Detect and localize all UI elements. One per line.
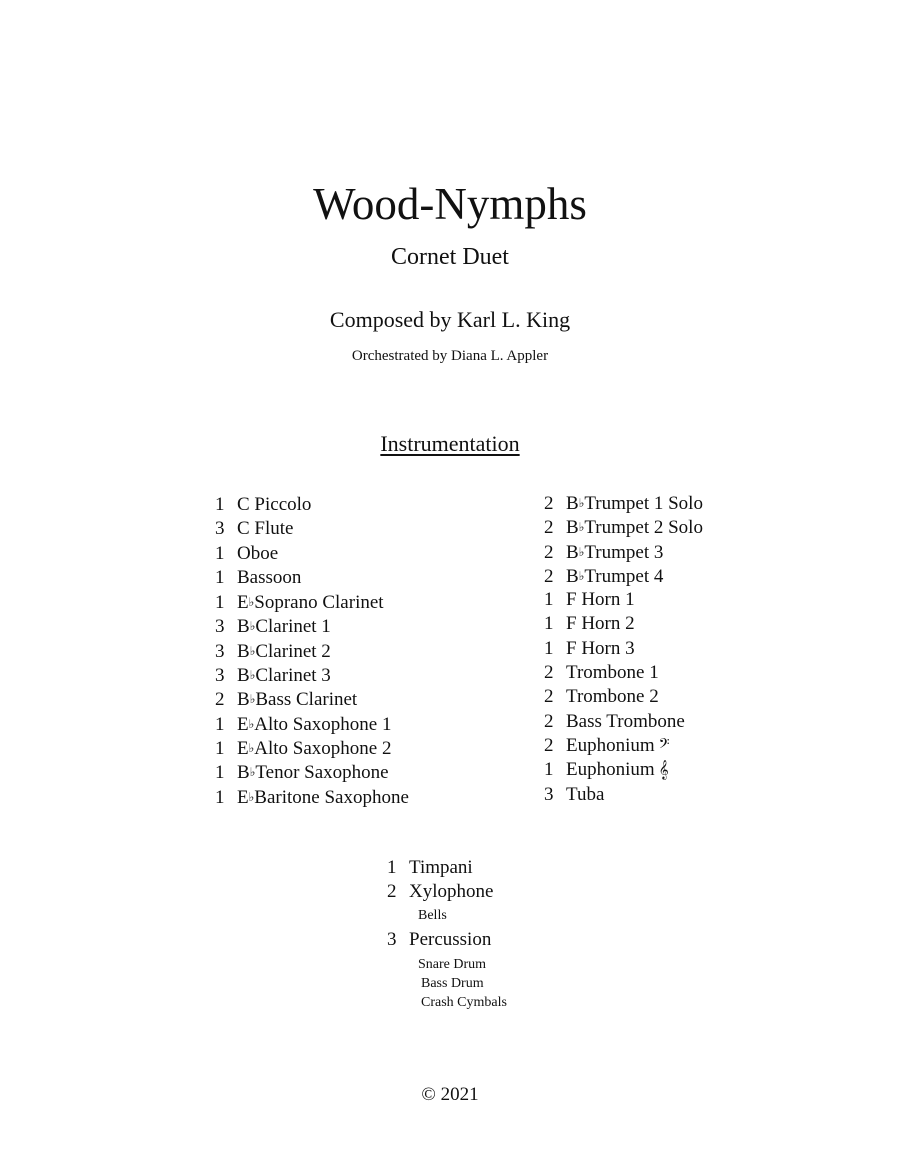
instrument-quantity: 3 [215, 616, 225, 638]
sub-instrument-bells: Bells [418, 908, 447, 923]
sub-instrument-snare-drum: Snare Drum [418, 957, 487, 972]
instrument-name: Bass Trombone [566, 710, 685, 732]
instrument-quantity: 3 [215, 640, 225, 662]
instrument-name: Bassoon [237, 566, 302, 588]
instrument-name: Timpani [409, 857, 473, 878]
score-title: Wood-Nymphs [313, 179, 587, 229]
instrument-row [215, 517, 409, 541]
instrument-row [215, 760, 409, 784]
instrument-row [215, 590, 409, 614]
instrument-row [544, 734, 703, 758]
instrument-list-right [544, 491, 703, 807]
instrument-row [215, 614, 409, 638]
instrument-key: B [566, 493, 579, 514]
instrument-name: F Horn 1 [566, 589, 635, 611]
instrument-name: Trumpet 2 Solo [584, 517, 703, 539]
instrument-row [544, 758, 703, 782]
instrument-key: E [237, 737, 249, 759]
sub-instrument-bass-drum: Bass Drum [421, 976, 484, 991]
instrument-row [544, 637, 703, 661]
instrument-name: Trumpet 4 [584, 565, 664, 587]
instrument-name: F Horn 3 [566, 637, 635, 659]
instrument-row [544, 515, 703, 539]
instrument-quantity: 1 [215, 494, 225, 515]
instrument-key: E [237, 713, 249, 735]
instrument-quantity: 2 [544, 662, 554, 684]
instrument-quantity: 1 [215, 592, 225, 614]
instrument-quantity: 2 [544, 686, 554, 708]
instrument-quantity: 2 [387, 881, 397, 902]
instrument-key: E [237, 592, 249, 614]
instrument-key: B [566, 565, 579, 587]
flat-icon: ♭ [249, 668, 256, 683]
instrument-row [544, 783, 703, 807]
instrument-name: Clarinet 1 [255, 616, 331, 638]
instrument-name: Trumpet 1 Solo [584, 493, 703, 514]
flat-icon: ♭ [249, 765, 256, 780]
instrument-name: Tuba [566, 783, 605, 805]
instrument-name: Xylophone [409, 881, 494, 902]
instrument-row [544, 685, 703, 709]
instrument-name: Oboe [237, 542, 279, 564]
instrument-key: B [237, 616, 250, 638]
instrument-name: C Piccolo [237, 494, 312, 515]
instrument-row [215, 663, 409, 687]
instrumentation-heading [0, 430, 900, 458]
instrument-key: B [566, 517, 579, 539]
instrument-quantity: 1 [544, 613, 554, 635]
instrument-row [544, 710, 703, 734]
instrument-row-xylophone [387, 880, 507, 904]
instrument-quantity: 1 [215, 762, 225, 784]
instrument-row [215, 736, 409, 760]
instrument-name: Soprano Clarinet [254, 592, 384, 614]
instrument-row [215, 566, 409, 590]
instrument-name: Clarinet 3 [255, 665, 331, 687]
flat-icon: ♭ [249, 619, 256, 634]
flat-icon: ♭ [578, 520, 585, 535]
instrument-key: B [237, 665, 250, 687]
instrument-name: Baritone Saxophone [254, 786, 409, 808]
instrument-quantity: 2 [544, 493, 554, 514]
instrument-name: Trombone 1 [566, 662, 659, 684]
instrument-name: Bass Clarinet [255, 689, 358, 711]
instrument-row [215, 712, 409, 736]
percussion-section [387, 856, 507, 1012]
flat-icon: ♭ [248, 595, 255, 610]
instrument-row [215, 493, 409, 517]
instrument-row [544, 540, 703, 564]
composer-credit: Composed by Karl L. King [329, 307, 571, 332]
instrument-row [544, 491, 703, 515]
instrument-quantity: 2 [544, 565, 554, 587]
instrument-key: B [237, 689, 250, 711]
instrument-quantity: 1 [387, 857, 397, 878]
instrument-row [215, 542, 409, 566]
instrument-name: Clarinet 2 [255, 640, 331, 662]
instrument-row [215, 639, 409, 663]
flat-icon: ♭ [578, 496, 585, 510]
arranger-credit: Orchestrated by Diana L. Appler [351, 348, 549, 364]
instrument-quantity: 1 [544, 759, 554, 781]
sub-instrument-crash-cymbals: Crash Cymbals [421, 995, 507, 1010]
instrument-quantity: 1 [215, 566, 225, 588]
instrument-name: Trombone 2 [566, 686, 659, 708]
instrument-row [544, 588, 703, 612]
flat-icon: ♭ [248, 740, 255, 755]
instrument-row [215, 687, 409, 711]
instrument-name: Tenor Saxophone [255, 762, 389, 784]
instrument-quantity: 2 [544, 517, 554, 539]
instrumentation-heading-text: Instrumentation [380, 431, 520, 456]
bass-clef-icon: 𝄢 [658, 735, 670, 756]
flat-icon: ♭ [249, 692, 256, 707]
instrument-name: Trumpet 3 [584, 541, 664, 563]
instrument-key: E [237, 786, 249, 808]
instrument-name: F Horn 2 [566, 613, 635, 635]
instrument-quantity: 1 [544, 637, 554, 659]
instrument-quantity: 1 [215, 737, 225, 759]
instrument-list-left [215, 493, 409, 809]
instrument-quantity: 1 [215, 542, 225, 564]
instrument-row [544, 564, 703, 588]
instrument-key: B [566, 541, 579, 563]
instrument-quantity: 1 [215, 786, 225, 808]
treble-clef-icon: 𝄞 [658, 760, 669, 781]
instrument-row [544, 612, 703, 636]
instrument-quantity: 3 [215, 518, 225, 540]
instrument-quantity: 2 [215, 689, 225, 711]
instrument-quantity: 2 [544, 734, 554, 756]
instrument-name: C Flute [237, 518, 294, 540]
instrument-row-percussion [387, 928, 507, 952]
flat-icon: ♭ [248, 789, 255, 804]
instrument-name: Alto Saxophone 2 [254, 737, 392, 759]
instrument-key: B [237, 762, 250, 784]
instrument-name: Euphonium [566, 759, 655, 781]
flat-icon: ♭ [249, 643, 256, 658]
instrument-quantity: 3 [215, 665, 225, 687]
instrument-name: Percussion [409, 929, 492, 950]
instrument-key: B [237, 640, 250, 662]
instrument-quantity: 1 [215, 713, 225, 735]
score-subtitle: Cornet Duet [391, 244, 509, 270]
instrument-name: Euphonium [566, 734, 655, 756]
instrument-quantity: 3 [544, 783, 554, 805]
instrument-row [215, 785, 409, 809]
instrument-name: Alto Saxophone 1 [254, 713, 392, 735]
instrument-quantity: 2 [544, 710, 554, 732]
instrument-quantity: 1 [544, 589, 554, 611]
instrument-quantity: 2 [544, 541, 554, 563]
flat-icon: ♭ [248, 716, 255, 731]
instrument-row [544, 661, 703, 685]
copyright-notice: © 2021 [421, 1084, 479, 1105]
flat-icon: ♭ [578, 544, 585, 559]
instrument-quantity: 3 [387, 929, 397, 950]
instrument-row-timpani [387, 856, 507, 880]
flat-icon: ♭ [578, 568, 585, 583]
